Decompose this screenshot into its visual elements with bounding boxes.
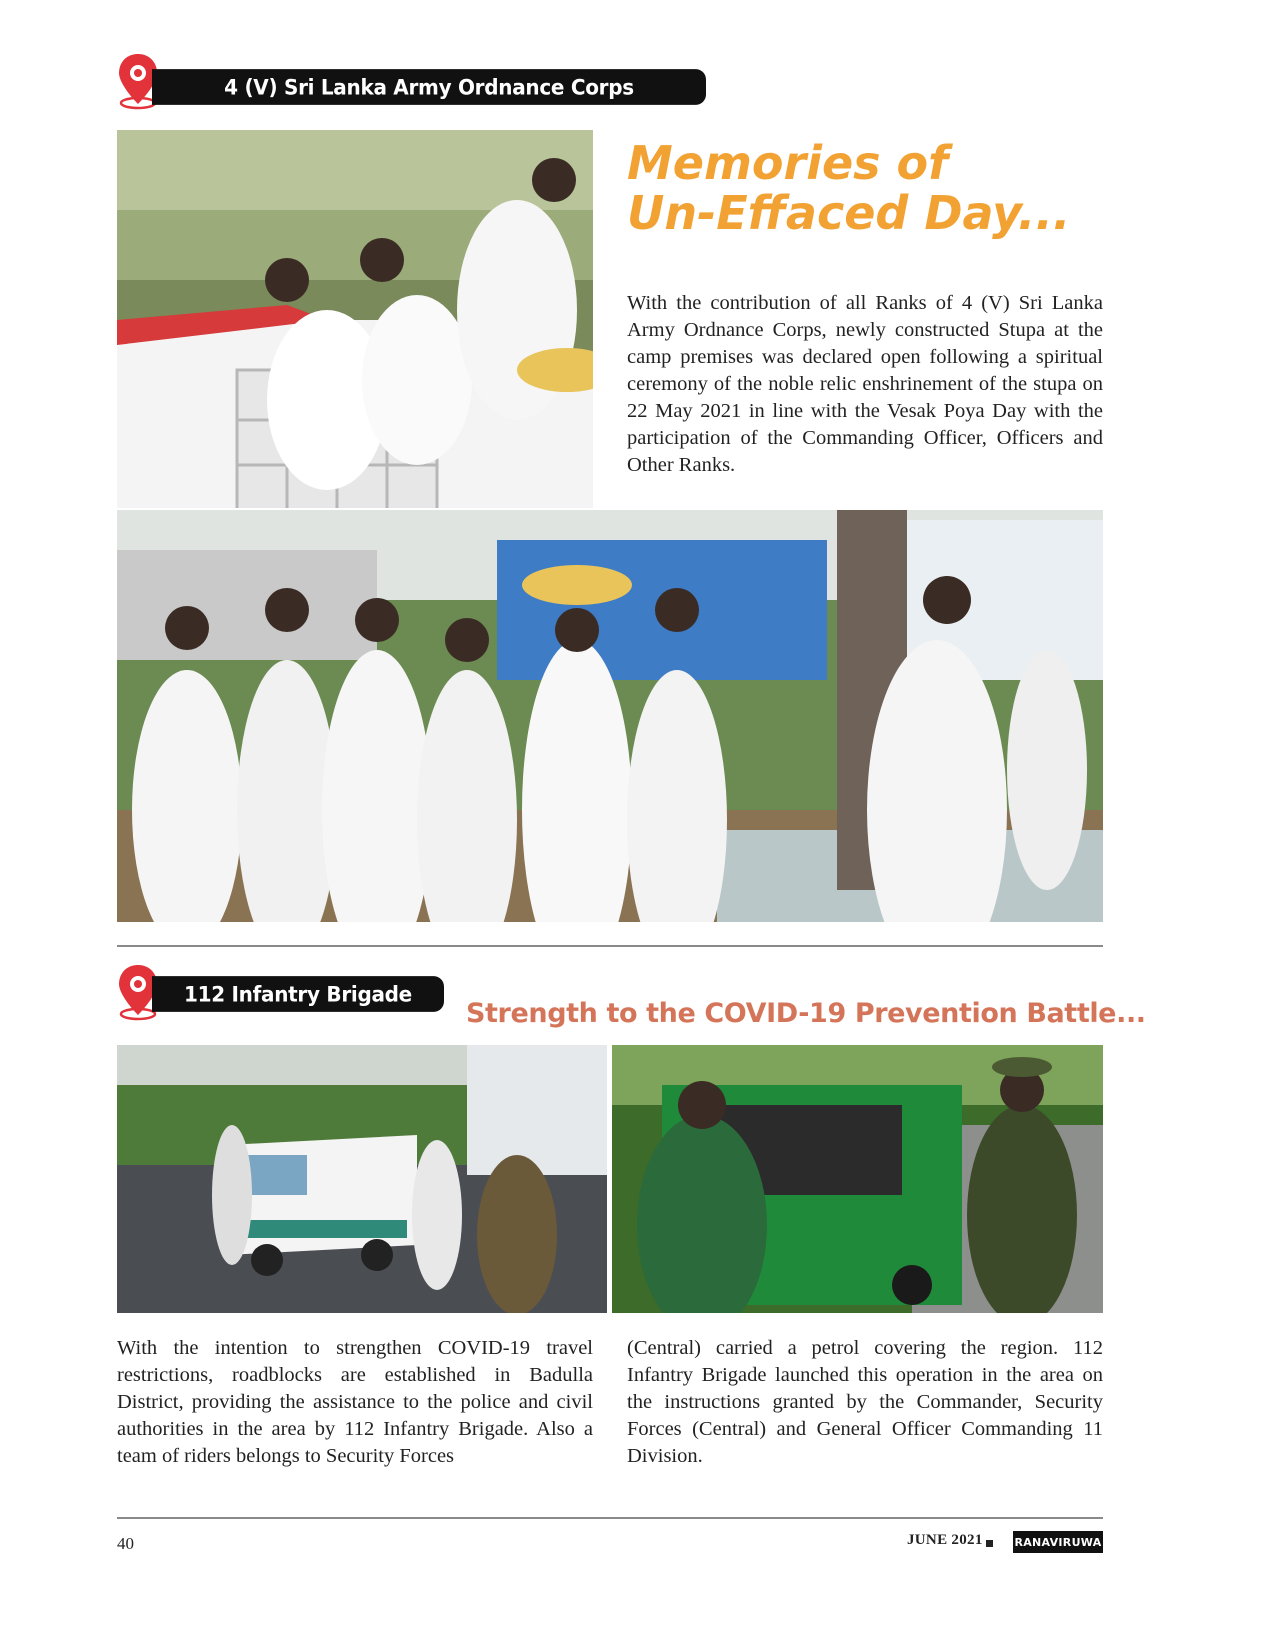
section-label: 4 (V) Sri Lanka Army Ordnance Corps	[224, 74, 634, 100]
article-body-left: With the intention to strengthen COVID-19 travel restrictions, roadblocks are established in Badulla District, providing the assistance to the police and civil authorities in the area by 112 Infantry Brigade. Also a team of riders belongs to Security Forces	[117, 1337, 593, 1467]
title-line-1: Memories of	[627, 136, 949, 190]
page-number: 40	[117, 1534, 134, 1553]
section-banner	[152, 69, 706, 105]
footer-rule	[117, 1517, 1103, 1519]
photo-relic-enshrinement	[117, 130, 593, 508]
photo-procession	[117, 510, 1103, 922]
section-banner	[152, 976, 444, 1012]
square-bullet-icon	[986, 1540, 993, 1547]
article-title: Strength to the COVID-19 Prevention Battle...	[466, 998, 1146, 1029]
article-body-right: (Central) carried a petrol covering the region. 112 Infantry Brigade launched this operation in the area on the instructions granted by the Commander, Security Forces (Central) and General Officer Commanding 11 Division.	[627, 1337, 1103, 1467]
article-title	[627, 138, 1107, 238]
photo-roadblock-truck	[117, 1045, 607, 1313]
article-body: With the contribution of all Ranks of 4 (V) Sri Lanka Army Ordnance Corps, newly constructed Stupa at the camp premises was declared open following a spiritual ceremony of the noble relic enshrinement of the stupa on 22 May 2021 in line with the Vesak Poya Day with the participation of the Commanding Officer, Officers and Other Ranks.	[627, 292, 1103, 476]
section-divider	[117, 945, 1103, 947]
photo-three-wheeler-check	[612, 1045, 1103, 1313]
section-label: 112 Infantry Brigade	[184, 981, 412, 1007]
title-line-2: Un-Effaced Day...	[627, 186, 1071, 240]
issue-date: JUNE 2021	[907, 1532, 983, 1548]
magazine-brand: RANAVIRUWA	[1013, 1531, 1103, 1553]
